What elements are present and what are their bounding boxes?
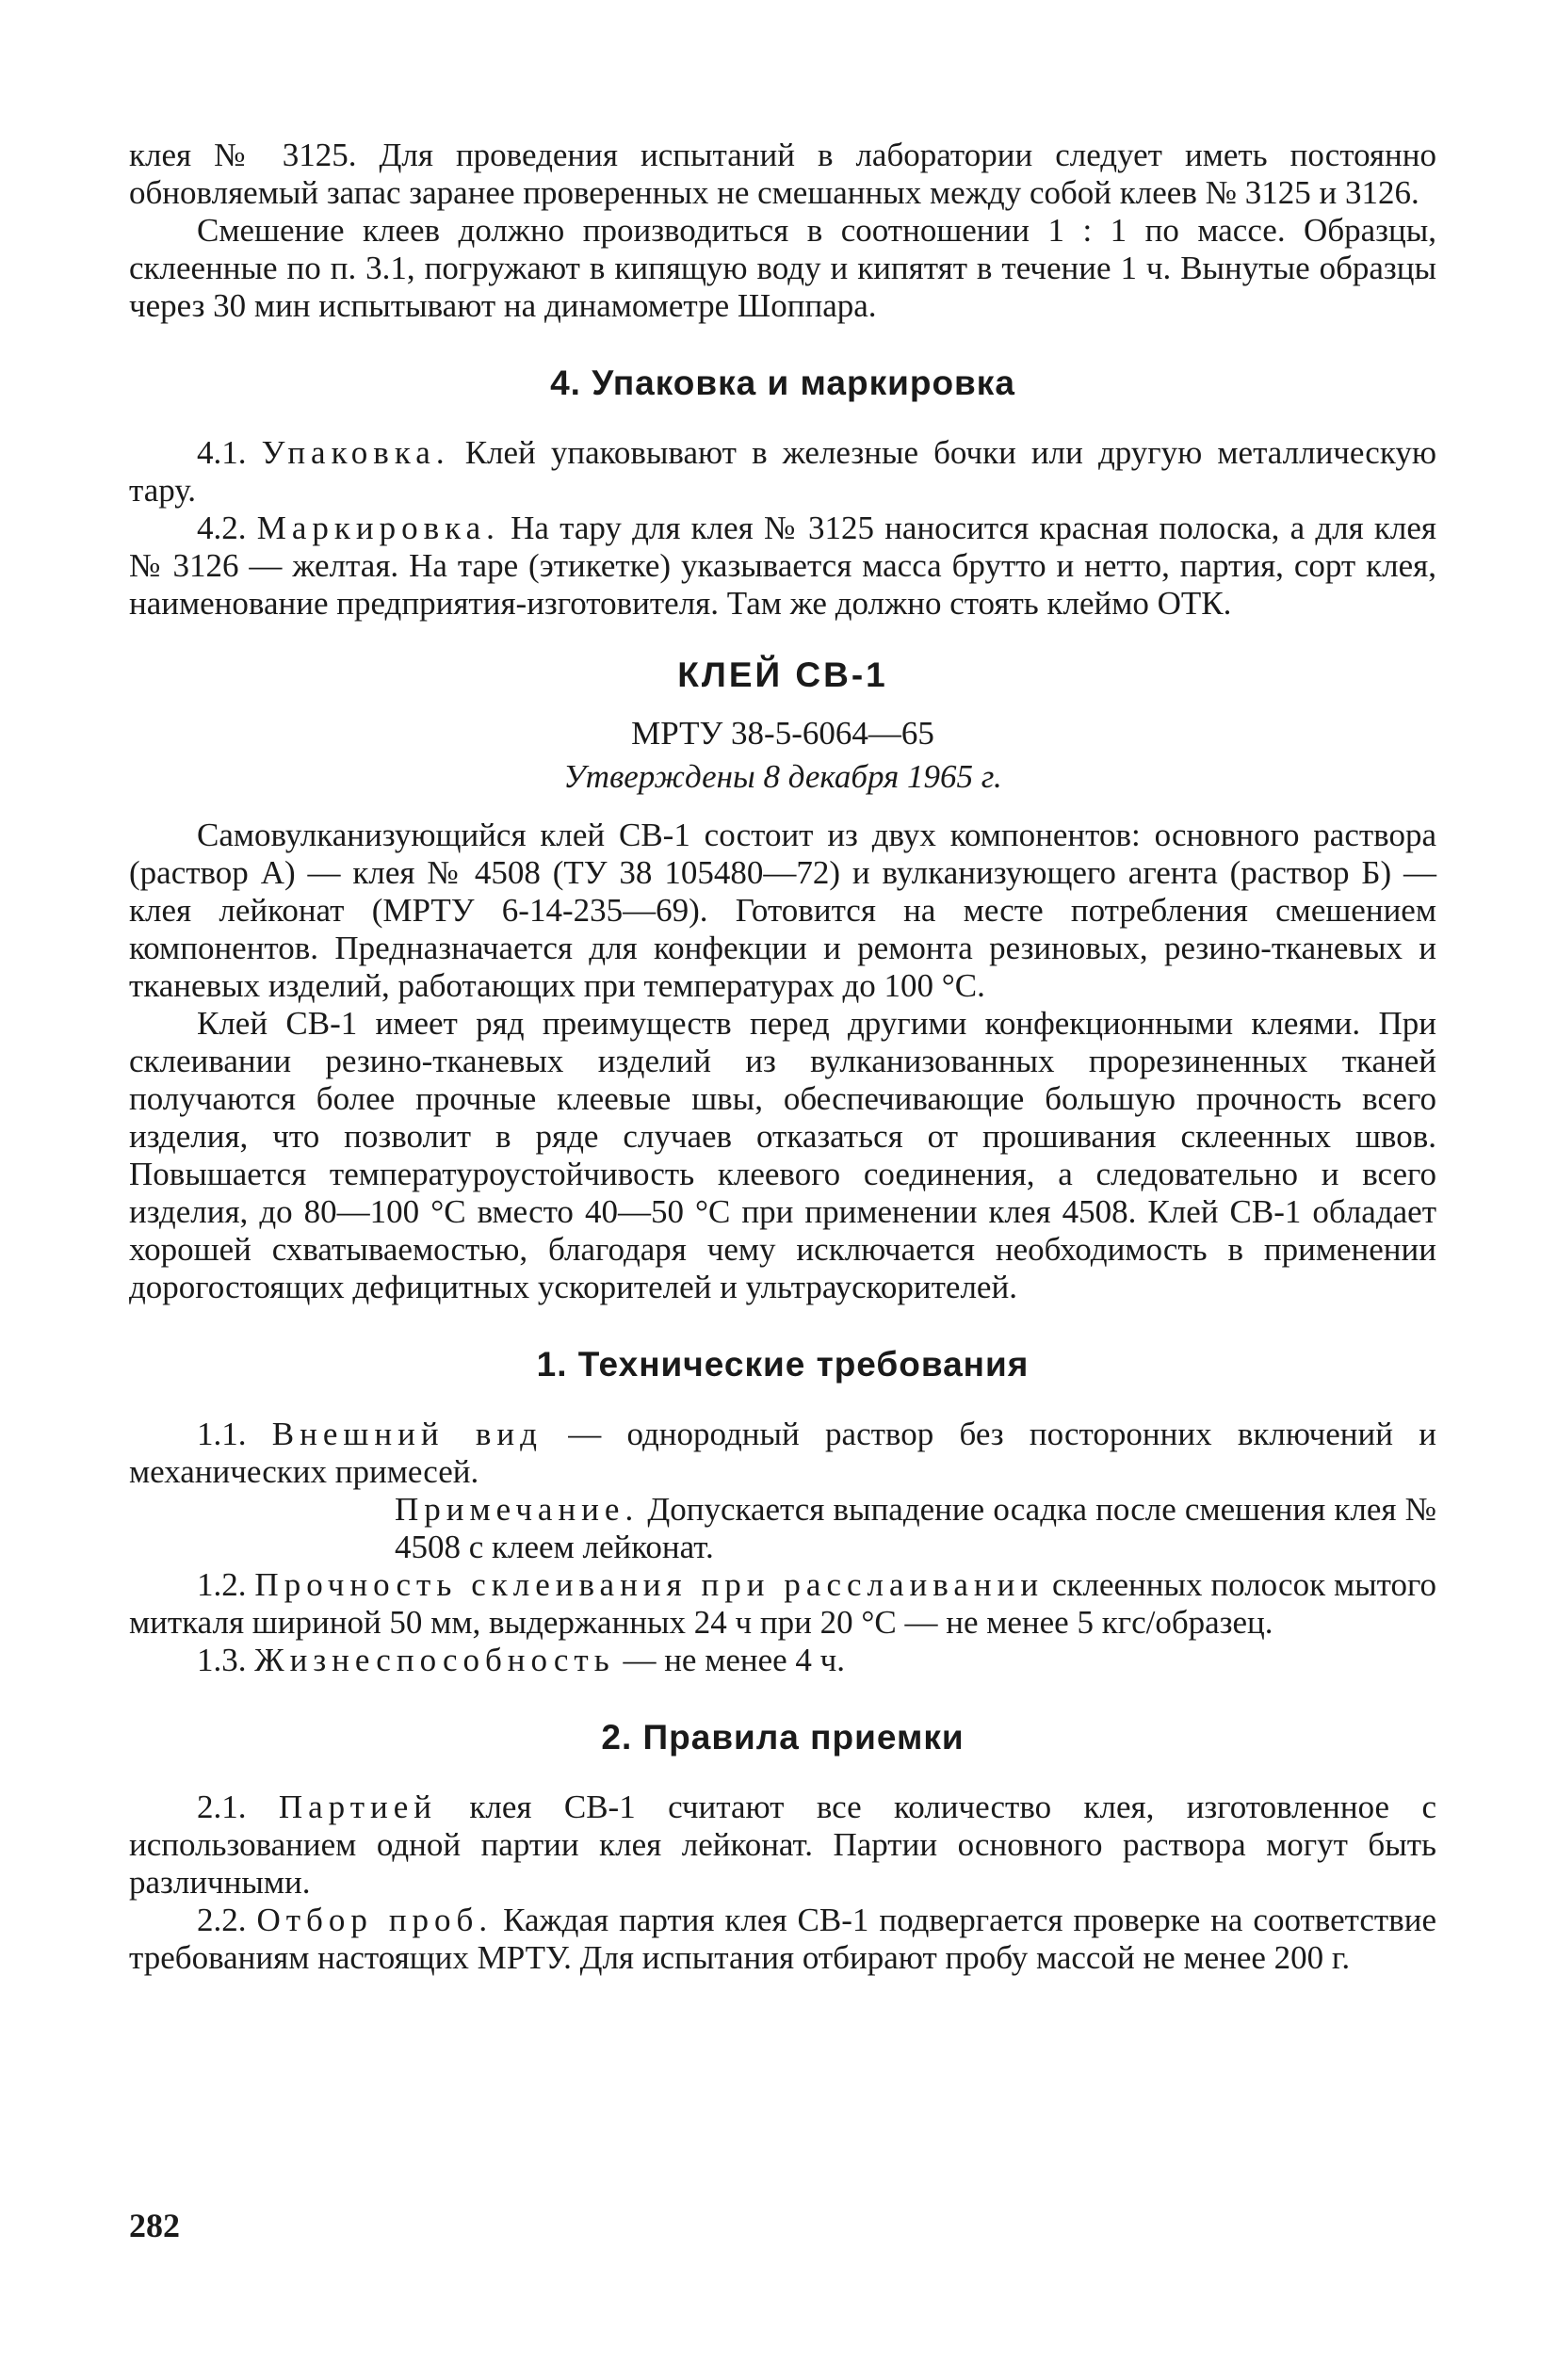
note-text: Допускается выпадение осадка после смешения клея № 4508 с клеем лейконат. bbox=[395, 1491, 1436, 1565]
item-number: 2.1. bbox=[197, 1789, 247, 1825]
paragraph-4-1 bbox=[129, 434, 1436, 510]
paragraph-mixing: Смешение клеев должно производиться в соотношении 1 : 1 по массе. Образцы, склеенные по п. 3.1, погружают в кипящую воду и кипятят в течение 1 ч. Вынутые образцы через 30 мин испытывают на динамометре Шоппара. bbox=[129, 212, 1436, 324]
item-term: Маркировка. bbox=[256, 510, 500, 546]
item-term: Внешний вид bbox=[271, 1416, 543, 1452]
approval-date: Утверждены 8 декабря 1965 г. bbox=[563, 758, 1002, 795]
section-1-heading: 1. Технические требования bbox=[536, 1345, 1030, 1384]
item-text: — однородный раствор без посторонних включений и механических примесей. bbox=[129, 1416, 1437, 1490]
paragraph-1-2 bbox=[129, 1566, 1436, 1642]
paragraph-2-1 bbox=[129, 1789, 1436, 1902]
item-number: 4.1. bbox=[197, 434, 247, 471]
item-text: клея СВ-1 считают все количество клея, изготовленное с использованием одной партии клея лейконат. Партии основного раствора могут быть различными. bbox=[129, 1789, 1436, 1901]
item-term: Жизнеспособность bbox=[254, 1642, 615, 1678]
paragraph-intro-1: Самовулканизующийся клей СВ-1 состоит из двух компонентов: основного раствора (раствор А) — клея № 4508 (ТУ 38 105480—72) и вулканизующего агента (раствор Б) — клея лейконат (МРТУ 6-14-235—69). Готовится на месте потребления смешением компонентов. Предназначается для конфекции и ремонта резиновых, резино-тканевых и тканевых изделий, работающих при температурах до 100 °С. bbox=[129, 817, 1436, 1004]
paragraph-2-2 bbox=[129, 1902, 1436, 1977]
item-term: Отбор проб. bbox=[256, 1902, 494, 1938]
item-number: 1.1. bbox=[197, 1416, 247, 1452]
item-number: 4.2. bbox=[197, 510, 247, 546]
section-4-heading: 4. Упаковка и маркировка bbox=[550, 364, 1015, 402]
item-text: склеенных полосок мытого миткаля шириной 50 мм, выдержанных 24 ч при 20 °С — не менее 5 кгс/образец. bbox=[129, 1566, 1436, 1641]
document-code: МРТУ 38-5-6064—65 bbox=[631, 715, 934, 752]
item-term: Упаковка. bbox=[261, 434, 450, 471]
item-text: Клей упаковывают в железные бочки или другую металлическую тару. bbox=[129, 434, 1437, 509]
document-title: КЛЕЙ СВ-1 bbox=[677, 656, 888, 694]
paragraph-1-3 bbox=[129, 1642, 1436, 1679]
paragraph-intro-2: Клей СВ-1 имеет ряд преимуществ перед другими конфекционными клеями. При склеивании резино-тканевых изделий из вулканизованных прорезиненных тканей получаются более прочные клеевые швы, обеспечивающие большую прочность всего изделия, что позволит в ряде случаев отказаться от прошивания склеенных швов. Повышается температуроустойчивость клеевого соединения, а следовательно и всего изделия, до 80—100 °С вместо 40—50 °С при применении клея 4508. Клей СВ-1 обладает хорошей схватываемостью, благодаря чему исключается необходимость в применении дорогостоящих дефицитных ускорителей и ультраускорителей. bbox=[129, 1005, 1436, 1305]
item-number: 1.3. bbox=[197, 1642, 247, 1678]
item-number: 1.2. bbox=[197, 1566, 247, 1603]
text-column bbox=[129, 137, 1436, 1977]
paragraph-1-1 bbox=[129, 1416, 1436, 1491]
item-text: На тару для клея № 3125 наносится красная полоска, а для клея № 3126 — желтая. На таре (этикетке) указывается масса брутто и нетто, партия, сорт клея, наименование предприятия-изготовителя. Там же должно стоять клеймо ОТК. bbox=[129, 510, 1437, 622]
paragraph-top-continuation: клея № 3125. Для проведения испытаний в лаборатории следует иметь постоянно обновляемый запас заранее проверенных не смешанных между собой клеев № 3125 и 3126. bbox=[129, 137, 1436, 211]
paragraph-4-2 bbox=[129, 510, 1436, 623]
item-number: 2.2. bbox=[197, 1902, 247, 1938]
section-2-heading: 2. Правила приемки bbox=[601, 1718, 965, 1757]
item-term: Прочность склеивания при расслаивании bbox=[254, 1566, 1045, 1603]
item-text: Каждая партия клея СВ-1 подвергается проверке на соответствие требованиям настоящих МРТУ. Для испытания отбирают пробу массой не менее 200 г. bbox=[129, 1902, 1437, 1976]
item-term: Партией bbox=[278, 1789, 438, 1825]
page-number: 282 bbox=[129, 2207, 180, 2244]
item-text: — не менее 4 ч. bbox=[614, 1642, 846, 1678]
note-term: Примечание. bbox=[395, 1491, 640, 1528]
note bbox=[129, 1491, 1436, 1566]
